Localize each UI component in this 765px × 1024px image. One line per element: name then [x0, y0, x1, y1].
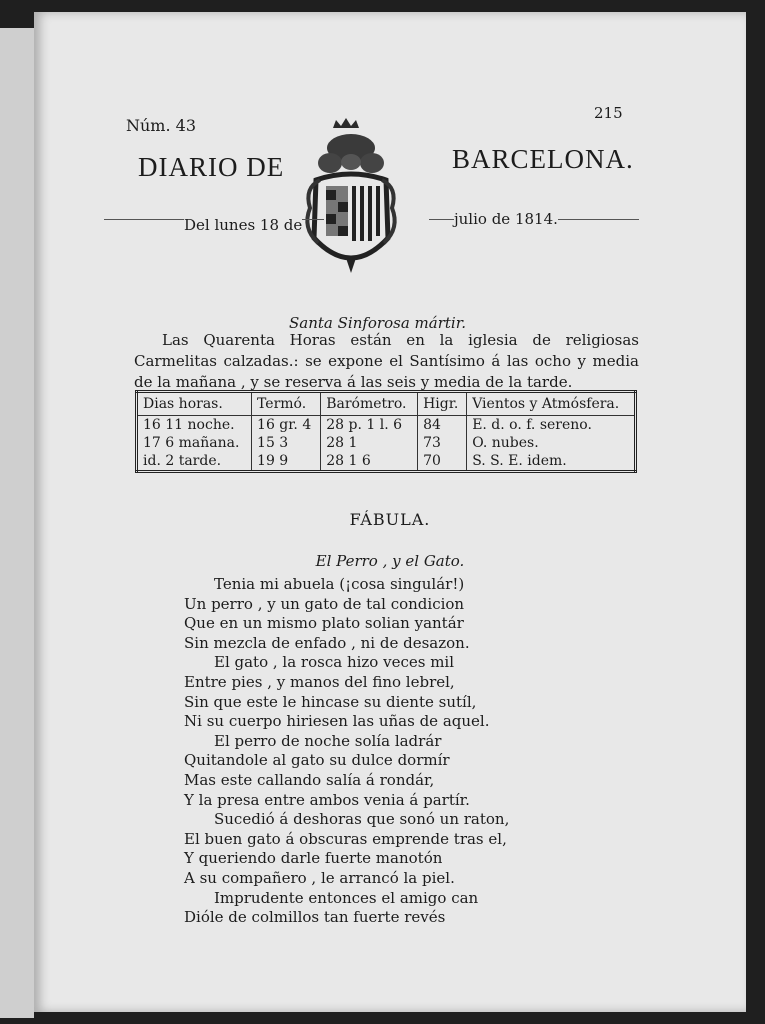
masthead-left: DIARIO DE [138, 152, 285, 182]
poem-line: Y queriendo darle fuerte manotón [184, 849, 443, 868]
page-number: 215 [594, 104, 623, 122]
col-winds-atmosphere: Vientos y Atmósfera. [467, 392, 636, 416]
weather-row [137, 416, 636, 435]
poem-line: Quitandole al gato su dulce dormír [184, 751, 450, 770]
poem-line: A su compañero , le arrancó la piel. [184, 868, 455, 887]
cell-hygro: 84 [418, 416, 467, 435]
poem-line: El buen gato á obscuras emprende tras el, [184, 829, 507, 848]
weather-row [137, 452, 636, 472]
poem-line: Sucedió á deshoras que sonó un raton, [214, 810, 510, 829]
poem-line: Tenia mi abuela (¡cosa singulár!) [214, 575, 465, 593]
poem-line: Dióle de colmillos tan fuerte revés [184, 908, 446, 927]
cell-temp: 16 gr. 4 [252, 416, 321, 435]
cell-hygro: 70 [418, 452, 467, 472]
cell-time: id. 2 tarde. [137, 452, 252, 472]
poem-line: Ni su cuerpo hiriesen las uñas de aquel. [184, 712, 490, 731]
col-days-hours: Dias horas. [137, 392, 252, 416]
col-barometer: Barómetro. [321, 392, 418, 416]
left-page-edge [0, 28, 34, 1018]
date-left: Del lunes 18 de [184, 216, 303, 234]
fable-subtitle: El Perro , y el Gato. [315, 552, 465, 570]
poem-line: Y la presa entre ambos venia á partír. [184, 790, 470, 809]
masthead-right: BARCELONA. [452, 144, 634, 174]
forty-hours-notice: Las Quarenta Horas están en la iglesia de religiosas Carmelitas calzadas.: se expone el Santísimo á las ocho y media de la mañana , y se reserva á las seis y media de la tarde. [134, 331, 639, 391]
col-thermometer: Termó. [252, 392, 321, 416]
weather-row [137, 434, 636, 452]
cell-time: 16 11 noche. [137, 416, 252, 435]
poem-line: Entre pies , y manos del fino lebrel, [184, 672, 455, 691]
poem-line: Sin que este le hincase su diente sutíl, [184, 692, 477, 711]
poem-line: Un perro , y un gato de tal condicion [184, 594, 465, 613]
fable-heading: FÁBULA. [349, 510, 431, 529]
date-right: julio de 1814. [454, 210, 558, 228]
cell-wind: E. d. o. f. sereno. [472, 417, 592, 433]
cell-wind: O. nubes. [472, 435, 539, 451]
cell-wind: S. S. E. idem. [472, 453, 567, 469]
cell-hygro: 73 [418, 434, 467, 452]
cell-baro: 28 1 [321, 434, 418, 452]
poem-line: Sin mezcla de enfado , ni de desazon. [184, 633, 470, 652]
cell-baro: 28 p. 1 l. 6 [321, 416, 418, 435]
fable-poem [184, 575, 509, 928]
coat-of-arms-icon [296, 118, 406, 283]
weather-table [135, 390, 637, 473]
cell-baro: 28 1 6 [321, 452, 418, 472]
poem-line: Imprudente entonces el amigo can [214, 888, 479, 907]
poem-line: El gato , la rosca hizo veces mil [214, 653, 455, 672]
cell-temp: 19 9 [252, 452, 321, 472]
cell-time: 17 6 mañana. [137, 434, 252, 452]
newspaper-page [34, 12, 746, 1012]
issue-number: Núm. 43 [126, 116, 197, 135]
poem-line: Mas este callando salía á rondár, [184, 770, 435, 789]
col-hygrometer: Higr. [418, 392, 467, 416]
weather-header-row [137, 392, 636, 416]
saint-of-day: Santa Sinforosa mártir. [289, 314, 466, 332]
cell-temp: 15 3 [252, 434, 321, 452]
poem-line: Que en un mismo plato solian yantár [184, 614, 464, 633]
poem-line: El perro de noche solía ladrár [214, 731, 442, 750]
